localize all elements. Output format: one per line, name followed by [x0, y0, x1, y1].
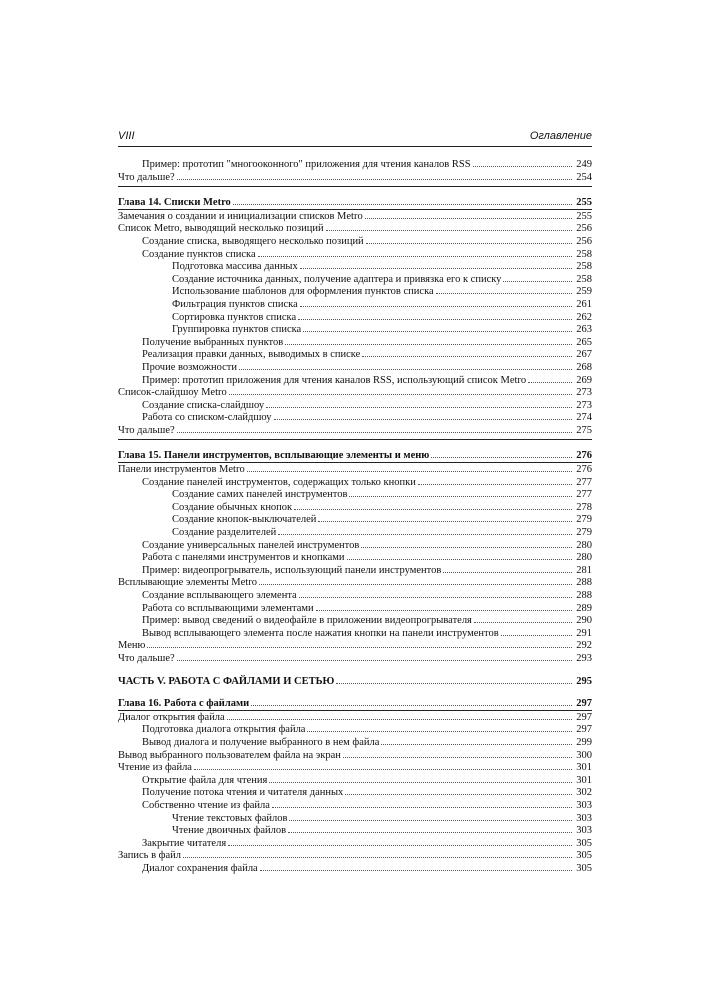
dot-leader [503, 273, 572, 282]
toc-entry-title: Замечания о создании и инициализации списков Metro [118, 210, 363, 222]
toc-page-number: 259 [576, 286, 592, 298]
toc-entry-title: Создание панелей инструментов, содержащих только кнопки [142, 476, 416, 488]
toc-page-number: 249 [576, 159, 592, 170]
toc-page-number: 302 [576, 787, 592, 799]
toc-entry[interactable] [118, 285, 592, 298]
toc-entry[interactable] [118, 761, 592, 774]
toc-page-number: 277 [576, 489, 592, 501]
dot-leader [307, 723, 572, 732]
toc-entry[interactable] [118, 411, 592, 424]
toc-entry-title: Пример: видеопрогрыватель, использующий панели инструментов [142, 564, 442, 576]
dot-leader [347, 551, 572, 560]
toc-entry[interactable] [118, 501, 592, 514]
toc-entry-title: Получение выбранных пунктов [142, 336, 284, 348]
dot-leader [528, 374, 572, 383]
dot-leader [229, 386, 572, 395]
section-separator [118, 186, 592, 196]
dot-leader [362, 348, 572, 357]
toc-entry-title: Фильтрация пунктов списка [172, 298, 298, 310]
toc-entry-title: Сортировка пунктов списка [172, 311, 297, 323]
dot-leader [318, 513, 572, 522]
toc-page-number: 289 [576, 602, 592, 614]
toc-page-number: 288 [576, 577, 592, 589]
toc-entry-title: Всплывающие элементы Metro [118, 577, 257, 589]
dot-leader [274, 411, 572, 420]
section-separator [118, 439, 592, 449]
dot-leader [431, 449, 572, 458]
dot-leader [227, 711, 572, 720]
toc-entry-title: ЧАСТЬ V. РАБОТА С ФАЙЛАМИ И СЕТЬЮ [118, 675, 335, 687]
toc-entry-title: Что дальше? [118, 652, 175, 664]
toc-entry-title: Прочие возможности [142, 361, 238, 373]
dot-leader [300, 298, 572, 307]
toc-entry[interactable] [118, 711, 592, 724]
toc-entry[interactable] [118, 298, 592, 311]
toc-entry-title: Подготовка массива данных [172, 261, 298, 273]
toc-entry-title: Меню [118, 640, 146, 652]
toc-page-number: 303 [576, 812, 592, 824]
running-header [118, 130, 592, 147]
toc-entry-title: Что дальше? [118, 171, 175, 183]
toc-entry[interactable] [118, 348, 592, 361]
toc-page-number: 276 [576, 464, 592, 476]
toc-entry-title: Создание обычных кнопок [172, 501, 293, 513]
toc-entry[interactable] [118, 652, 592, 665]
toc-page-number: 305 [576, 850, 592, 862]
toc-entry-title: Пример: прототип приложения для чтения каналов RSS, использующий список Metro [142, 374, 527, 386]
toc-page-number: 301 [576, 762, 592, 774]
toc-page-number: 261 [576, 298, 592, 310]
dot-leader [300, 260, 572, 269]
toc-page-number: 305 [576, 862, 592, 874]
toc-page-number: 297 [576, 724, 592, 736]
toc-entry[interactable] [118, 158, 592, 171]
toc-entry[interactable] [118, 837, 592, 850]
toc-page-number: 258 [576, 261, 592, 273]
toc-page-number: 297 [576, 698, 592, 710]
toc-entry-title: Использование шаблонов для оформления пунктов списка [172, 286, 434, 298]
dot-leader [316, 602, 572, 611]
toc-page-number: 279 [576, 527, 592, 539]
toc-page-number: 292 [576, 640, 592, 652]
dot-leader [361, 539, 572, 548]
toc-entry[interactable] [118, 824, 592, 837]
toc-page-number: 281 [576, 564, 592, 576]
toc-entry-title: Чтение текстовых файлов [172, 812, 288, 824]
toc-entry-title: Глава 15. Панели инструментов, всплывающие элементы и меню [118, 450, 430, 462]
toc-page-number: 301 [576, 774, 592, 786]
dot-leader [239, 361, 572, 370]
toc-entry-title: Работа со списком-слайдшоу [142, 412, 272, 424]
dot-leader [247, 463, 572, 472]
toc-page-number: 300 [576, 749, 592, 761]
toc-entry[interactable] [118, 736, 592, 749]
dot-leader [177, 652, 572, 661]
dot-leader [418, 476, 572, 485]
dot-leader [501, 627, 572, 636]
toc-entry[interactable] [118, 602, 592, 615]
toc-heading-row[interactable] [118, 449, 592, 462]
dot-leader [183, 849, 572, 858]
toc-page-number: 255 [576, 197, 592, 209]
toc-entry[interactable] [118, 260, 592, 273]
page-number-label: VIII [118, 130, 135, 142]
toc-entry[interactable] [118, 639, 592, 652]
dot-leader [288, 824, 572, 833]
toc-page-number: 273 [576, 399, 592, 411]
toc-entry[interactable] [118, 273, 592, 286]
toc-page-number: 263 [576, 324, 592, 336]
dot-leader [259, 576, 572, 585]
toc-entry-title: Создание списка-слайдшоу [142, 399, 265, 411]
dot-leader [147, 639, 572, 648]
toc-entry[interactable] [118, 235, 592, 248]
toc-entry[interactable] [118, 323, 592, 336]
toc-entry-title: Создание разделителей [172, 527, 277, 539]
table-of-contents [118, 158, 592, 874]
dot-leader [289, 812, 572, 821]
toc-entry[interactable] [118, 488, 592, 501]
toc-entry[interactable] [118, 222, 592, 235]
dot-leader [336, 675, 572, 684]
toc-entry-title: Чтение из файла [118, 762, 192, 774]
toc-page-number: 274 [576, 412, 592, 424]
dot-leader [272, 799, 572, 808]
spacer [118, 687, 592, 697]
toc-entry-title: Создание самих панелей инструментов [172, 489, 348, 501]
dot-leader [177, 171, 572, 180]
toc-entry-title: Получение потока чтения и читателя данных [142, 787, 344, 799]
toc-entry[interactable] [118, 786, 592, 799]
dot-leader [366, 235, 572, 244]
toc-entry[interactable] [118, 849, 592, 862]
toc-page-number: 280 [576, 539, 592, 551]
toc-entry-title: Список-слайдшоу Metro [118, 387, 227, 399]
toc-page-number: 299 [576, 736, 592, 748]
toc-entry-title: Создание универсальных панелей инструментов [142, 539, 360, 551]
toc-page-number: 256 [576, 223, 592, 235]
toc-page-number: 273 [576, 387, 592, 399]
toc-page-number: 291 [576, 627, 592, 639]
dot-leader [298, 311, 572, 320]
toc-entry[interactable] [118, 774, 592, 787]
toc-entry[interactable] [118, 171, 592, 184]
toc-page-number: 290 [576, 615, 592, 627]
toc-entry-title: Пример: вывод сведений о видеофайле в приложении видеопрогрывателя [142, 615, 472, 627]
toc-entry[interactable] [118, 862, 592, 875]
toc-page-number: 262 [576, 311, 592, 323]
dot-leader [381, 736, 572, 745]
toc-entry[interactable] [118, 526, 592, 539]
toc-page-number: 279 [576, 514, 592, 526]
toc-heading-row[interactable] [118, 697, 592, 710]
dot-leader [266, 399, 572, 408]
toc-page-number: 276 [576, 450, 592, 462]
toc-entry[interactable] [118, 723, 592, 736]
toc-entry[interactable] [118, 564, 592, 577]
dot-leader [436, 285, 572, 294]
toc-page-number: 258 [576, 248, 592, 260]
toc-page-number: 277 [576, 476, 592, 488]
toc-entry-title: Пример: прототип "многооконного" приложения для чтения каналов RSS [142, 159, 471, 170]
toc-page-number: 278 [576, 501, 592, 513]
toc-entry-title: Запись в файл [118, 850, 181, 862]
dot-leader [474, 614, 572, 623]
dot-leader [260, 862, 572, 871]
toc-entry-title: Открытие файла для чтения [142, 774, 268, 786]
toc-page-number: 267 [576, 349, 592, 361]
dot-leader [177, 424, 572, 433]
toc-entry-title: Вывод всплывающего элемента после нажатия кнопки на панели инструментов [142, 627, 499, 639]
toc-page-number: 269 [576, 374, 592, 386]
toc-entry-title: Диалог сохранения файла [142, 862, 258, 874]
toc-entry[interactable] [118, 248, 592, 261]
toc-entry-title: Чтение двоичных файлов [172, 825, 287, 837]
toc-page-number: 293 [576, 652, 592, 664]
toc-entry[interactable] [118, 513, 592, 526]
toc-entry[interactable] [118, 463, 592, 476]
dot-leader [269, 774, 572, 783]
dot-leader [251, 697, 572, 706]
dot-leader [285, 336, 572, 345]
toc-entry[interactable] [118, 361, 592, 374]
toc-page-number: 268 [576, 361, 592, 373]
toc-page-number: 303 [576, 799, 592, 811]
dot-leader [343, 749, 572, 758]
toc-entry-title: Создание списка, выводящего несколько позиций [142, 235, 364, 247]
toc-entry-title: Работа с панелями инструментов и кнопками [142, 552, 345, 564]
toc-page-number: 305 [576, 837, 592, 849]
toc-entry-title: Глава 16. Работа с файлами [118, 698, 250, 710]
toc-entry[interactable] [118, 551, 592, 564]
toc-entry[interactable] [118, 539, 592, 552]
toc-entry-title: Что дальше? [118, 424, 175, 436]
toc-entry[interactable] [118, 589, 592, 602]
toc-heading-row[interactable] [118, 675, 592, 688]
toc-entry-title: Группировка пунктов списка [172, 324, 302, 336]
dot-leader [278, 526, 572, 535]
dot-leader [349, 488, 572, 497]
toc-page-number: 303 [576, 825, 592, 837]
dot-leader [365, 210, 572, 219]
toc-entry-title: Список Metro, выводящий несколько позиций [118, 223, 324, 235]
dot-leader [303, 323, 572, 332]
toc-page-number: 297 [576, 711, 592, 723]
toc-entry[interactable] [118, 386, 592, 399]
spacer [118, 665, 592, 675]
toc-page-number: 256 [576, 235, 592, 247]
toc-page-number: 295 [576, 675, 592, 687]
toc-heading-row[interactable] [118, 196, 592, 209]
toc-entry[interactable] [118, 399, 592, 412]
toc-entry[interactable] [118, 374, 592, 387]
toc-entry-title: Панели инструментов Metro [118, 464, 245, 476]
toc-entry[interactable] [118, 336, 592, 349]
toc-entry-title: Вывод диалога и получение выбранного в нем файла [142, 736, 380, 748]
toc-entry-title: Подготовка диалога открытия файла [142, 724, 306, 736]
toc-entry-title: Собственно чтение из файла [142, 799, 270, 811]
toc-page-number: 255 [576, 210, 592, 222]
toc-entry-title: Глава 14. Списки Metro [118, 197, 231, 209]
dot-leader [194, 761, 572, 770]
toc-entry[interactable] [118, 799, 592, 812]
toc-entry-title: Создание источника данных, получение адаптера и привязка его к списку [172, 273, 502, 285]
toc-entry[interactable] [118, 424, 592, 437]
toc-page-number: 288 [576, 590, 592, 601]
dot-leader [326, 222, 572, 231]
toc-entry-title: Работа со всплывающими элементами [142, 602, 314, 614]
dot-leader [258, 248, 572, 257]
toc-page-number: 275 [576, 424, 592, 436]
toc-entry[interactable] [118, 210, 592, 223]
toc-entry[interactable] [118, 476, 592, 489]
toc-entry-title: Создание кнопок-выключателей [172, 514, 317, 526]
toc-entry-title: Вывод выбранного пользователем файла на экран [118, 749, 341, 761]
toc-page-number: 254 [576, 171, 592, 183]
dot-leader [299, 589, 572, 598]
toc-page-number: 265 [576, 336, 592, 348]
dot-leader [294, 501, 572, 510]
dot-leader [443, 564, 572, 573]
section-title: Оглавление [529, 130, 592, 142]
toc-entry-title: Реализация правки данных, выводимых в списке [142, 349, 361, 361]
toc-entry[interactable] [118, 627, 592, 640]
toc-entry[interactable] [118, 749, 592, 762]
toc-entry-title: Создание всплывающего элемента [142, 590, 297, 601]
dot-leader [233, 196, 572, 205]
toc-entry[interactable] [118, 614, 592, 627]
toc-entry[interactable] [118, 576, 592, 589]
toc-page-number: 258 [576, 273, 592, 285]
toc-page-number: 280 [576, 552, 592, 564]
dot-leader [345, 786, 572, 795]
toc-entry[interactable] [118, 812, 592, 825]
dot-leader [473, 158, 572, 167]
dot-leader [228, 837, 572, 846]
toc-entry-title: Диалог открытия файла [118, 711, 225, 723]
toc-entry-title: Создание пунктов списка [142, 248, 256, 260]
toc-entry[interactable] [118, 311, 592, 324]
toc-entry-title: Закрытие читателя [142, 837, 227, 849]
